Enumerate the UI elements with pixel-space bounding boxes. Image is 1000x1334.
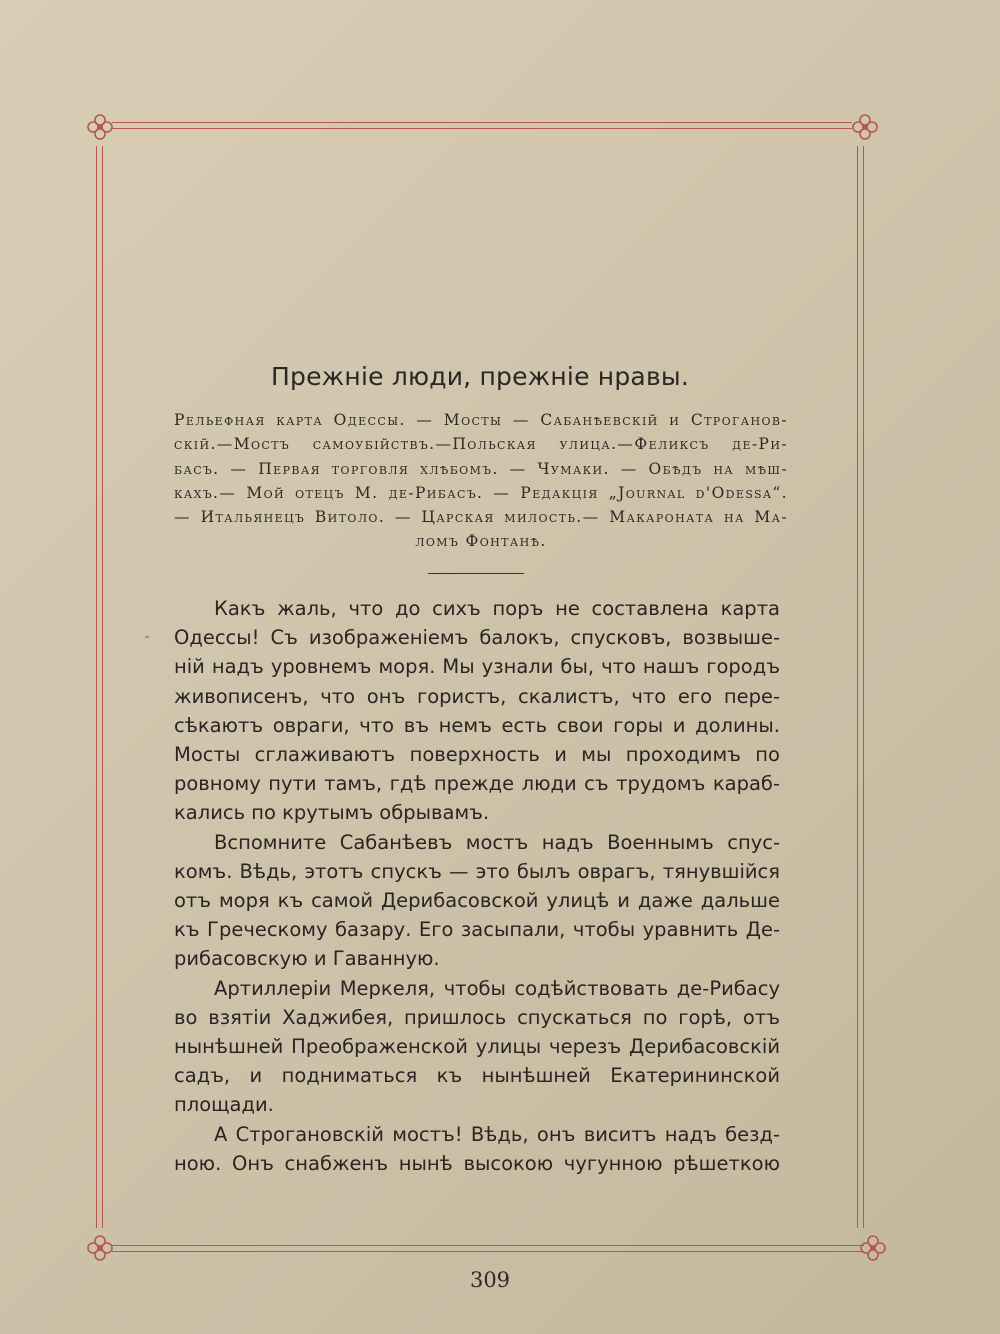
text-line: ною. Онъ снабженъ нынѣ высокою чугунною рѣшеткою — [174, 1151, 780, 1175]
text-line: къ Греческому базару. Его засыпали, чтобы уравнить Де- — [174, 918, 780, 942]
text-line: ній надъ уровнемъ моря. Мы узнали бы, что нашъ городъ — [174, 655, 780, 679]
summary-line: басъ. — Первая торговля хлѣбомъ. — Чумаки. — Обѣдъ на мѣш- — [174, 459, 788, 478]
summary-line: — Итальянецъ Витоло. — Царская милость.— Макароната на Ма- — [174, 508, 788, 527]
body-text — [174, 594, 780, 1178]
text-line: площади. — [174, 1093, 274, 1117]
text-line: Мосты сглаживаютъ поверхность и мы проходимъ по — [174, 743, 780, 767]
frame-bottom-border — [112, 1245, 864, 1252]
text-line: отъ моря къ самой Дерибасовской улицѣ и даже дальше — [174, 889, 780, 913]
frame-top-border — [112, 122, 852, 129]
paragraph — [174, 594, 780, 828]
text-line: Одессы! Съ изображеніемъ балокъ, спусковъ, возвыше- — [174, 626, 780, 650]
text-line: ровному пути тамъ, гдѣ прежде люди съ трудомъ караб- — [174, 772, 780, 796]
chapter-title: Прежніе люди, прежніе нравы. — [271, 362, 689, 391]
text-line: живописенъ, что онъ гористъ, скалистъ, что его пере- — [174, 684, 780, 708]
text-line: комъ. Вѣдь, этотъ спускъ — это былъ оврагъ, тянувшійся — [174, 859, 780, 883]
paragraph — [174, 828, 780, 974]
paper-speck — [145, 636, 149, 638]
text-line: во взятіи Хаджибея, пришлось спускаться по горѣ, отъ — [174, 1005, 780, 1029]
page-number: 309 — [469, 1268, 511, 1292]
corner-flower-icon — [85, 1233, 115, 1263]
text-line: садъ, и подниматься къ нынѣшней Екатерининской — [174, 1064, 780, 1088]
text-line: А Строгановскій мостъ! Вѣдь, онъ виситъ надъ безд- — [214, 1122, 780, 1146]
text-line: Вспомните Сабанѣевъ мостъ надъ Военнымъ спус- — [214, 830, 780, 854]
frame-left-border — [96, 146, 103, 1228]
chapter-summary — [174, 408, 788, 554]
paragraph — [174, 1120, 780, 1178]
text-line: кались по крутымъ обрывамъ. — [174, 801, 490, 825]
text-line: нынѣшней Преображенской улицы черезъ Дерибасовскій — [174, 1035, 780, 1059]
section-divider — [428, 573, 524, 574]
text-line: рибасовскую и Гаванную. — [174, 947, 440, 971]
corner-flower-icon — [85, 112, 115, 142]
paragraph — [174, 974, 780, 1120]
summary-line: Рельефная карта Одессы. — Мосты — Сабанѣевскій и Строганов- — [174, 411, 788, 429]
text-line: Артиллеріи Меркеля, чтобы содѣйствовать де-Рибасу — [214, 976, 780, 1000]
summary-line: скій.—Мостъ самоубійствъ.—Польская улица.—Феликсъ де-Ри- — [174, 435, 788, 454]
text-line: сѣкаютъ овраги, что въ немъ есть свои горы и долины. — [174, 713, 780, 737]
corner-flower-icon — [850, 112, 880, 142]
text-line: Какъ жаль, что до сихъ поръ не составлена карта — [214, 597, 780, 620]
corner-flower-icon — [858, 1233, 888, 1263]
summary-line: ломъ Фонтанѣ. — [415, 532, 547, 551]
frame-right-border — [857, 146, 864, 1228]
summary-line: кахъ.— Мой отецъ М. де-Рибасъ. — Редакція „Journal d'Odessa“. — [174, 483, 788, 502]
